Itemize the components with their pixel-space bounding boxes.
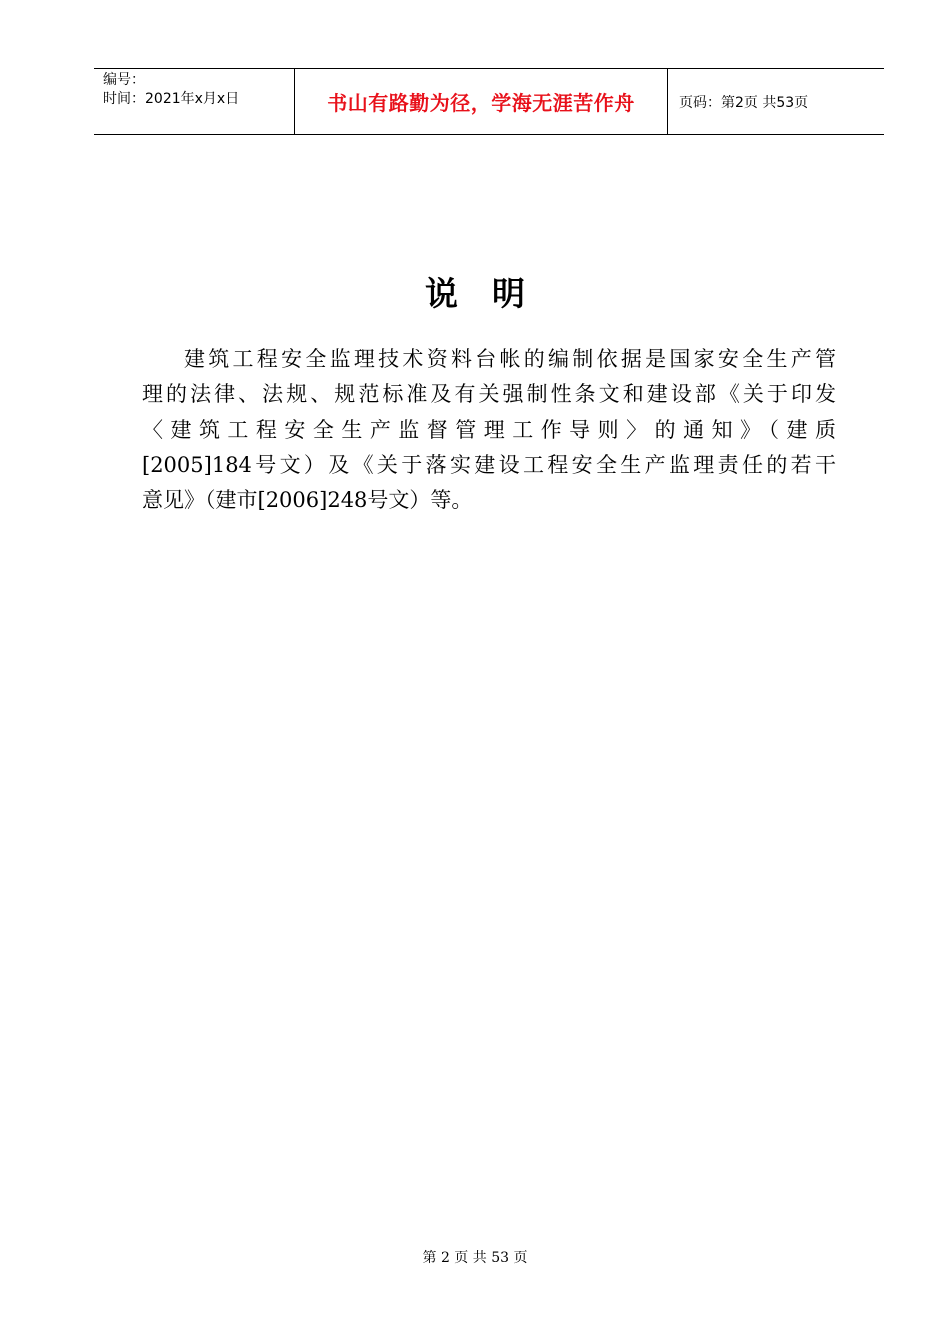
body-line: 意见》（建市[2006]248号文）等。 [142,488,473,513]
body-paragraph [142,342,836,518]
body-line: 〈建筑工程安全生产监督管理工作导则〉的通知》（建质 [142,417,836,442]
document-time-label: 时间：2021年x月x日 [103,91,240,107]
document-header [94,68,884,135]
header-page-cell [668,69,884,134]
header-motto: 书山有路勤为径，学海无涯苦作舟 [327,91,635,115]
body-line: 建筑工程安全监理技术资料台帐的编制依据是国家安全生产管 [184,347,836,371]
page-title: 说明 [425,274,559,313]
document-number-label: 编号： [103,72,145,88]
header-page-info: 页码：第2页 共53页 [679,94,809,111]
page-footer: 第 2 页 共 53 页 [422,1250,528,1266]
header-meta-cell [94,69,295,134]
header-motto-cell [295,69,668,134]
body-line: [2005]184号文）及《关于落实建设工程安全生产监理责任的若干 [142,452,836,477]
body-line: 理的法律、法规、规范标准及有关强制性条文和建设部《关于印发 [142,382,836,407]
